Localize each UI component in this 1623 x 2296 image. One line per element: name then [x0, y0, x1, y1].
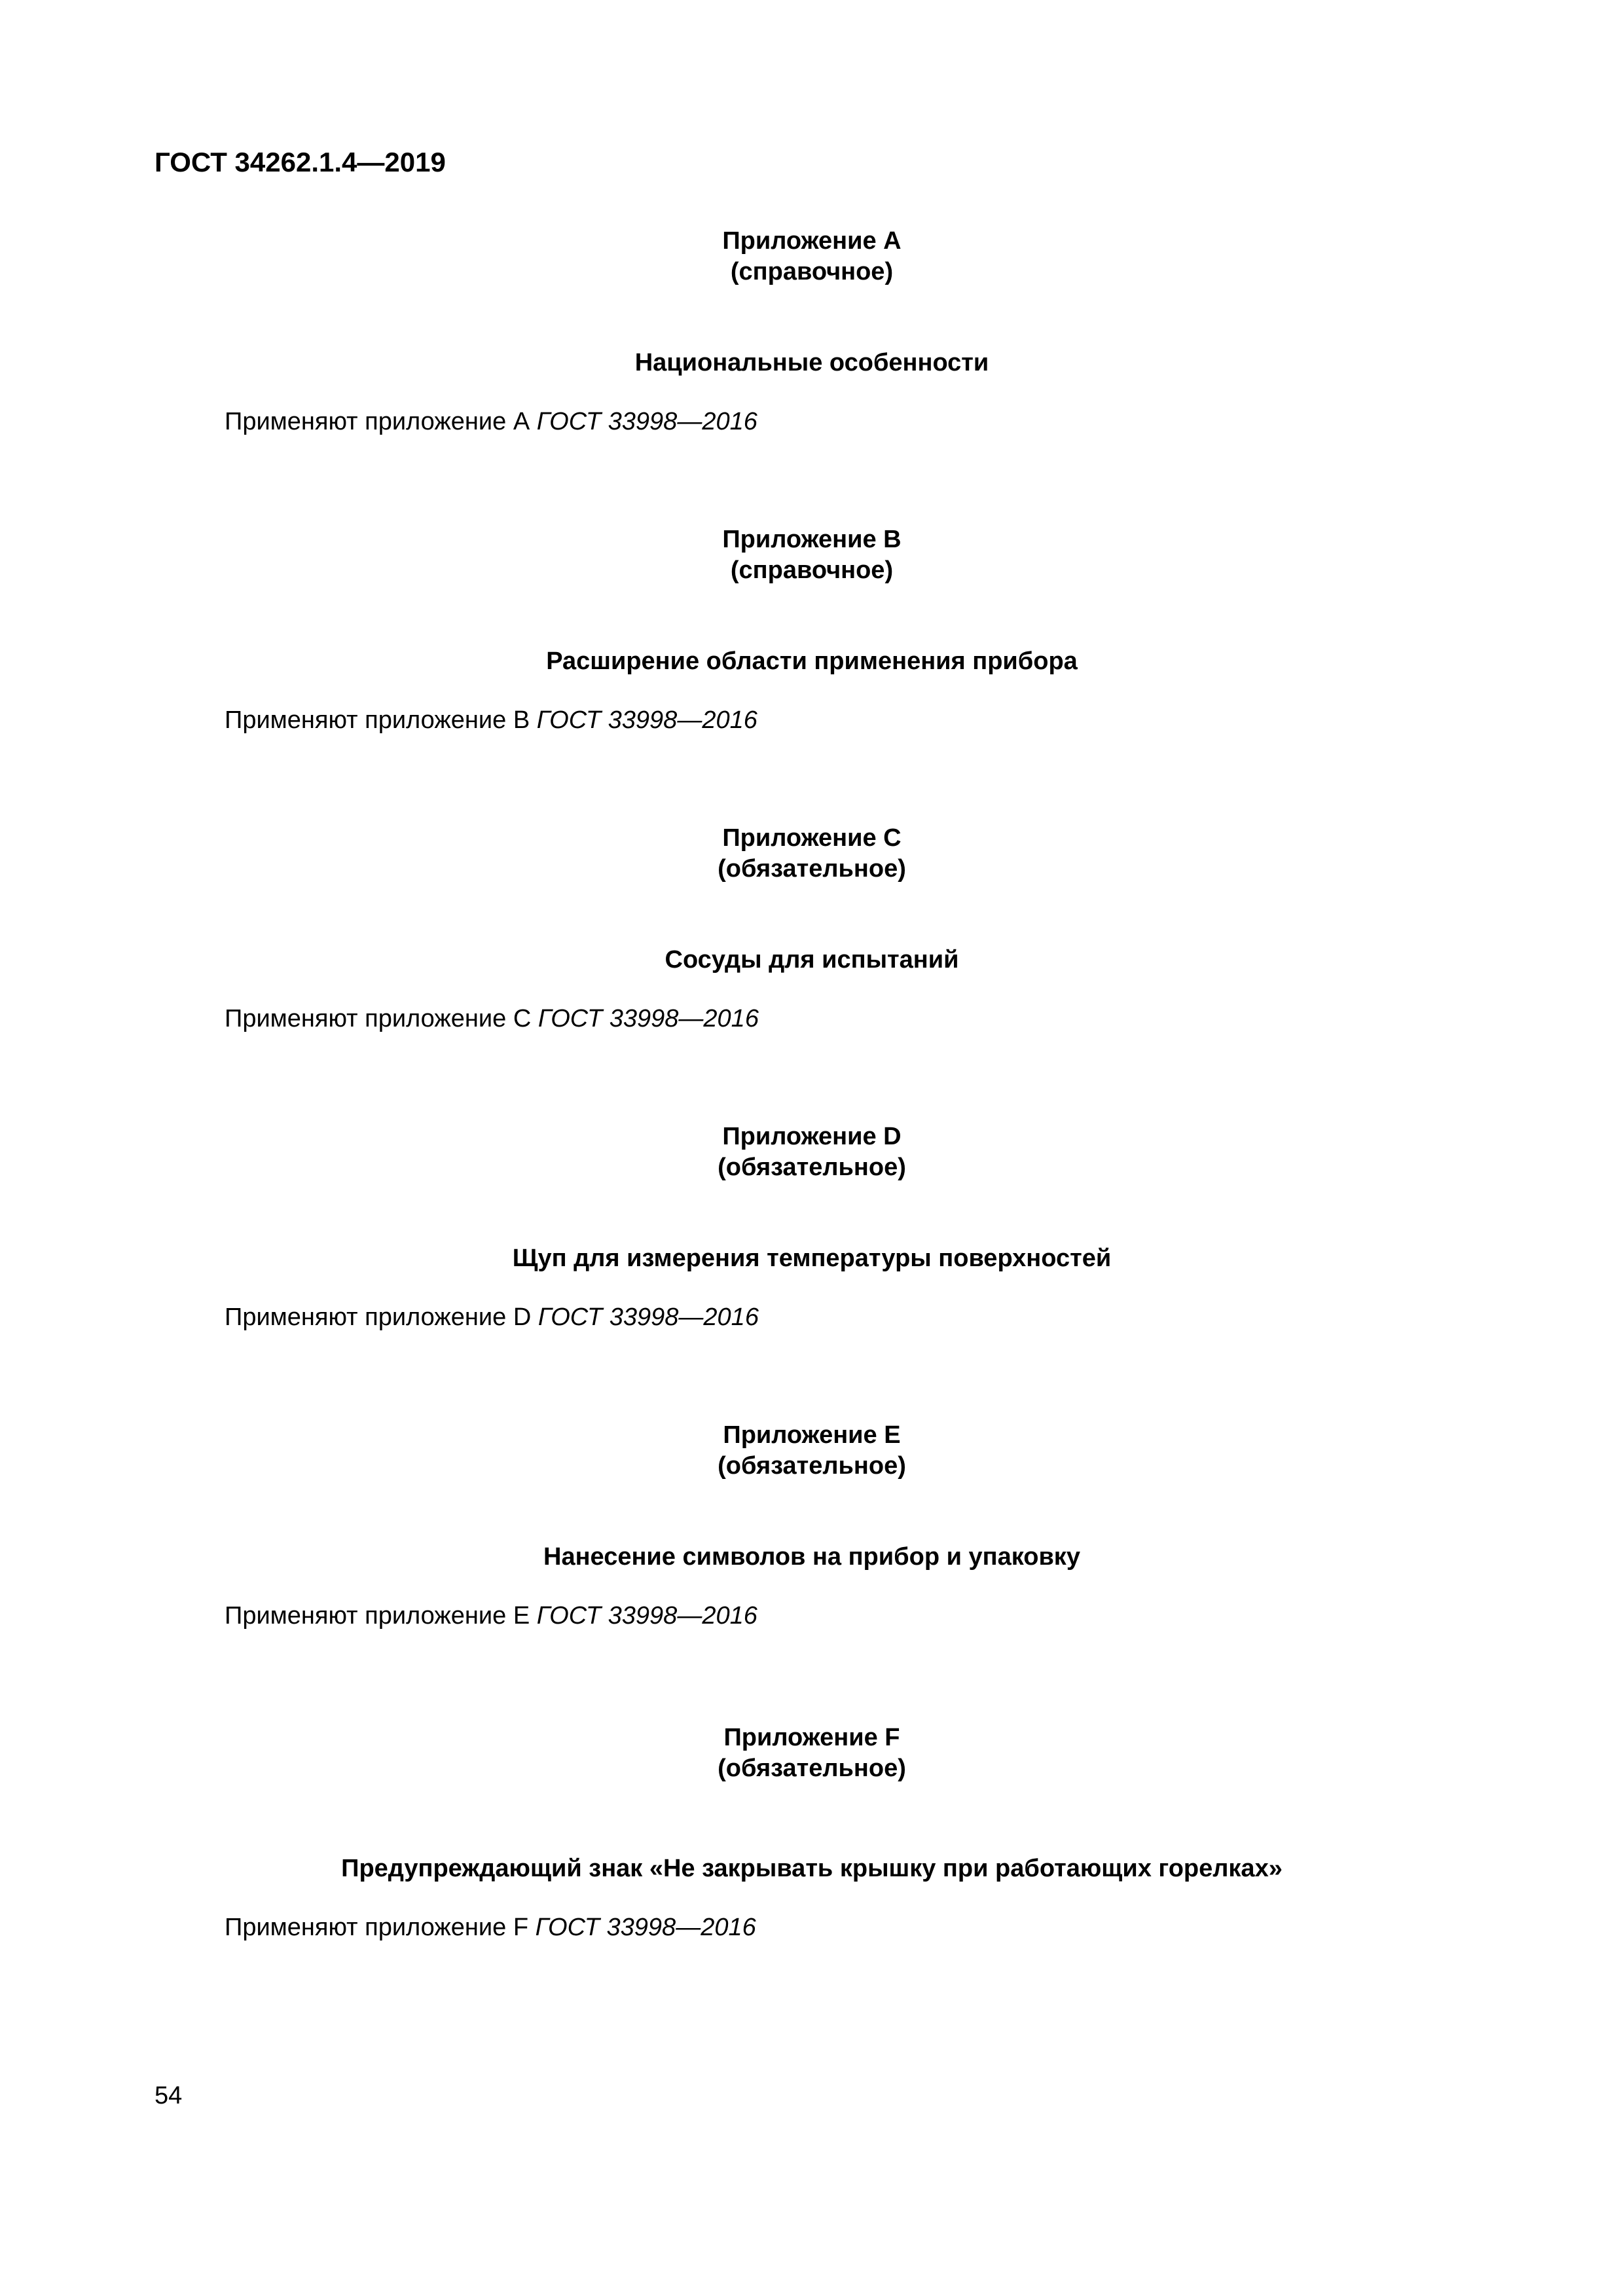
appendix-c-title: Приложение С	[722, 824, 902, 852]
appendix-c-heading: Сосуды для испытаний	[665, 946, 959, 974]
appendix-d-heading: Щуп для измерения температуры поверхностей	[512, 1245, 1112, 1272]
appendix-e-text-main: Применяют приложение Е	[225, 1602, 530, 1630]
page-number: 54	[155, 2082, 183, 2109]
appendix-f-title: Приложение F	[723, 1724, 900, 1751]
appendix-e-title: Приложение Е	[723, 1421, 901, 1449]
appendix-a-heading: Национальные особенности	[634, 349, 989, 376]
appendix-f-status: (обязательное)	[718, 1755, 906, 1782]
appendix-d-status: (обязательное)	[718, 1154, 906, 1181]
appendix-d-reference: ГОСТ 33998—2016	[538, 1303, 759, 1331]
standard-designation: ГОСТ 34262.1.4—2019	[155, 147, 446, 177]
appendix-a-reference: ГОСТ 33998—2016	[536, 408, 757, 435]
appendix-a-title: Приложение А	[722, 227, 902, 255]
appendix-a-status: (справочное)	[730, 258, 894, 285]
appendix-b-title: Приложение В	[722, 526, 902, 553]
appendix-f-text	[225, 1912, 756, 1942]
appendix-b-text-main: Применяют приложение В	[225, 706, 530, 734]
appendix-a-text-main: Применяют приложение А	[225, 408, 530, 435]
appendix-f-heading: Предупреждающий знак «Не закрывать крышку при работающих горелках»	[341, 1855, 1283, 1882]
appendix-a-text	[225, 407, 757, 437]
appendix-e-status: (обязательное)	[718, 1452, 906, 1480]
appendix-c-status: (обязательное)	[718, 855, 906, 883]
appendix-d-text-main: Применяют приложение D	[225, 1303, 532, 1331]
appendix-f-text-main: Применяют приложение F	[225, 1914, 529, 1941]
appendix-b-status: (справочное)	[730, 556, 894, 584]
appendix-e-heading: Нанесение символов на прибор и упаковку	[543, 1543, 1080, 1571]
appendix-f-reference: ГОСТ 33998—2016	[535, 1914, 756, 1941]
appendix-b-text	[225, 705, 757, 735]
appendix-c-text	[225, 1004, 759, 1034]
appendix-d-text	[225, 1302, 759, 1332]
appendix-b-reference: ГОСТ 33998—2016	[536, 706, 757, 734]
appendix-c-reference: ГОСТ 33998—2016	[538, 1005, 759, 1032]
appendix-c-text-main: Применяют приложение С	[225, 1005, 532, 1032]
appendix-d-title: Приложение D	[722, 1123, 902, 1150]
appendix-e-text	[225, 1601, 757, 1631]
appendix-e-reference: ГОСТ 33998—2016	[536, 1602, 757, 1630]
appendix-b-heading: Расширение области применения прибора	[546, 647, 1078, 675]
